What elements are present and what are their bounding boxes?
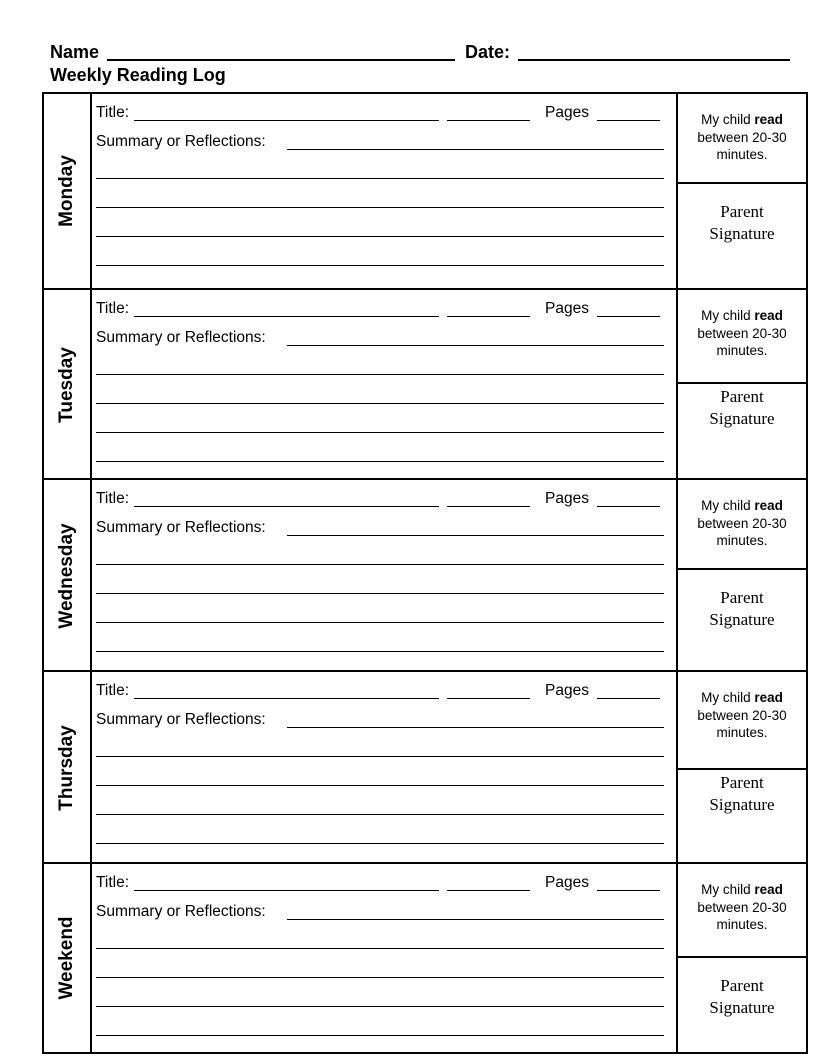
read-note-line3: minutes. (716, 343, 768, 358)
title-line-extra[interactable] (447, 698, 530, 699)
signature-line2: Signature (709, 224, 775, 243)
read-note-bold: read (754, 882, 783, 897)
summary-label: Summary or Reflections: (96, 903, 266, 920)
summary-line-2[interactable] (96, 178, 664, 179)
summary-line-4[interactable] (96, 432, 664, 433)
summary-line-5[interactable] (96, 265, 664, 266)
pages-label: Pages (545, 104, 589, 121)
signature-line2: Signature (709, 610, 775, 629)
parent-column (676, 864, 806, 1052)
pages-line[interactable] (597, 120, 660, 121)
title-label: Title: (96, 104, 130, 121)
pages-label: Pages (545, 874, 589, 891)
title-line[interactable] (134, 890, 439, 891)
signature-line1: Parent (720, 202, 764, 221)
day-cell (44, 290, 92, 480)
day-label: Wednesday (56, 523, 77, 629)
summary-line-4[interactable] (96, 1006, 664, 1007)
parent-signature-box[interactable] (678, 570, 806, 672)
read-confirmation-box[interactable] (678, 290, 806, 384)
summary-line-3[interactable] (96, 207, 664, 208)
read-note-line3: minutes. (716, 917, 768, 932)
summary-label: Summary or Reflections: (96, 329, 266, 346)
pages-label: Pages (545, 682, 589, 699)
summary-line-2[interactable] (96, 564, 664, 565)
read-note-line2: between 20-30 (697, 515, 787, 531)
signature-line2: Signature (709, 998, 775, 1017)
pages-label: Pages (545, 300, 589, 317)
signature-line1: Parent (720, 588, 764, 607)
read-confirmation-box[interactable] (678, 94, 806, 184)
title-line[interactable] (134, 506, 439, 507)
pages-line[interactable] (597, 506, 660, 507)
read-note-prefix: My child (701, 882, 755, 897)
name-label: Name (50, 42, 100, 62)
title-line-extra[interactable] (447, 316, 530, 317)
summary-label: Summary or Reflections: (96, 133, 266, 150)
title-line-extra[interactable] (447, 506, 530, 507)
day-row-weekend (44, 862, 806, 1052)
pages-line[interactable] (597, 890, 660, 891)
summary-line-1[interactable] (287, 535, 664, 536)
pages-line[interactable] (597, 316, 660, 317)
summary-line-1[interactable] (287, 345, 664, 346)
read-note-bold: read (754, 112, 783, 127)
day-cell (44, 864, 92, 1052)
summary-line-2[interactable] (96, 948, 664, 949)
parent-signature-box[interactable] (678, 384, 806, 480)
read-note-bold: read (754, 690, 783, 705)
title-line[interactable] (134, 120, 439, 121)
read-note-line2: between 20-30 (697, 325, 787, 341)
summary-line-4[interactable] (96, 622, 664, 623)
summary-line-3[interactable] (96, 785, 664, 786)
read-note-prefix: My child (701, 690, 755, 705)
day-cell (44, 94, 92, 288)
summary-line-1[interactable] (287, 727, 664, 728)
read-confirmation-box[interactable] (678, 672, 806, 770)
read-confirmation-box[interactable] (678, 480, 806, 570)
day-label: Monday (56, 155, 77, 227)
read-note-line3: minutes. (716, 725, 768, 740)
summary-line-3[interactable] (96, 977, 664, 978)
date-field[interactable] (518, 59, 790, 61)
parent-column (676, 672, 806, 864)
day-label: Tuesday (56, 347, 77, 423)
day-row-wednesday (44, 478, 806, 672)
summary-line-5[interactable] (96, 843, 664, 844)
summary-line-3[interactable] (96, 403, 664, 404)
read-note-prefix: My child (701, 498, 755, 513)
reading-log-table (42, 92, 808, 1054)
signature-line2: Signature (709, 795, 775, 814)
summary-line-5[interactable] (96, 651, 664, 652)
title-label: Title: (96, 682, 130, 699)
summary-line-1[interactable] (287, 919, 664, 920)
summary-line-1[interactable] (287, 149, 664, 150)
summary-line-4[interactable] (96, 814, 664, 815)
title-line[interactable] (134, 698, 439, 699)
title-label: Title: (96, 490, 130, 507)
summary-line-2[interactable] (96, 374, 664, 375)
read-note-line2: between 20-30 (697, 707, 787, 723)
title-label: Title: (96, 874, 130, 891)
title-line-extra[interactable] (447, 890, 530, 891)
day-cell (44, 480, 92, 672)
summary-line-5[interactable] (96, 1035, 664, 1036)
title-label: Title: (96, 300, 130, 317)
parent-signature-box[interactable] (678, 184, 806, 288)
read-note-bold: read (754, 498, 783, 513)
read-note-prefix: My child (701, 112, 755, 127)
day-label: Thursday (56, 725, 77, 811)
signature-line2: Signature (709, 409, 775, 428)
day-row-monday (44, 94, 806, 288)
parent-signature-box[interactable] (678, 958, 806, 1052)
day-cell (44, 672, 92, 864)
summary-line-2[interactable] (96, 756, 664, 757)
summary-label: Summary or Reflections: (96, 519, 266, 536)
title-line[interactable] (134, 316, 439, 317)
summary-line-4[interactable] (96, 236, 664, 237)
parent-column (676, 290, 806, 480)
read-note-bold: read (754, 308, 783, 323)
signature-line1: Parent (720, 976, 764, 995)
day-row-thursday (44, 670, 806, 864)
read-confirmation-box[interactable] (678, 864, 806, 958)
title-line-extra[interactable] (447, 120, 530, 121)
name-field[interactable] (107, 59, 455, 61)
read-note-line3: minutes. (716, 147, 768, 162)
summary-line-5[interactable] (96, 461, 664, 462)
date-label: Date: (465, 42, 511, 62)
read-note-line3: minutes. (716, 533, 768, 548)
day-row-tuesday (44, 288, 806, 480)
read-note-line2: between 20-30 (697, 129, 787, 145)
pages-label: Pages (545, 490, 589, 507)
summary-label: Summary or Reflections: (96, 711, 266, 728)
read-note-prefix: My child (701, 308, 755, 323)
parent-column (676, 480, 806, 672)
summary-line-3[interactable] (96, 593, 664, 594)
pages-line[interactable] (597, 698, 660, 699)
log-title: Weekly Reading Log (50, 65, 226, 85)
day-label: Weekend (56, 916, 77, 1000)
signature-line1: Parent (720, 387, 764, 406)
parent-signature-box[interactable] (678, 770, 806, 864)
parent-column (676, 94, 806, 288)
signature-line1: Parent (720, 773, 764, 792)
read-note-line2: between 20-30 (697, 899, 787, 915)
